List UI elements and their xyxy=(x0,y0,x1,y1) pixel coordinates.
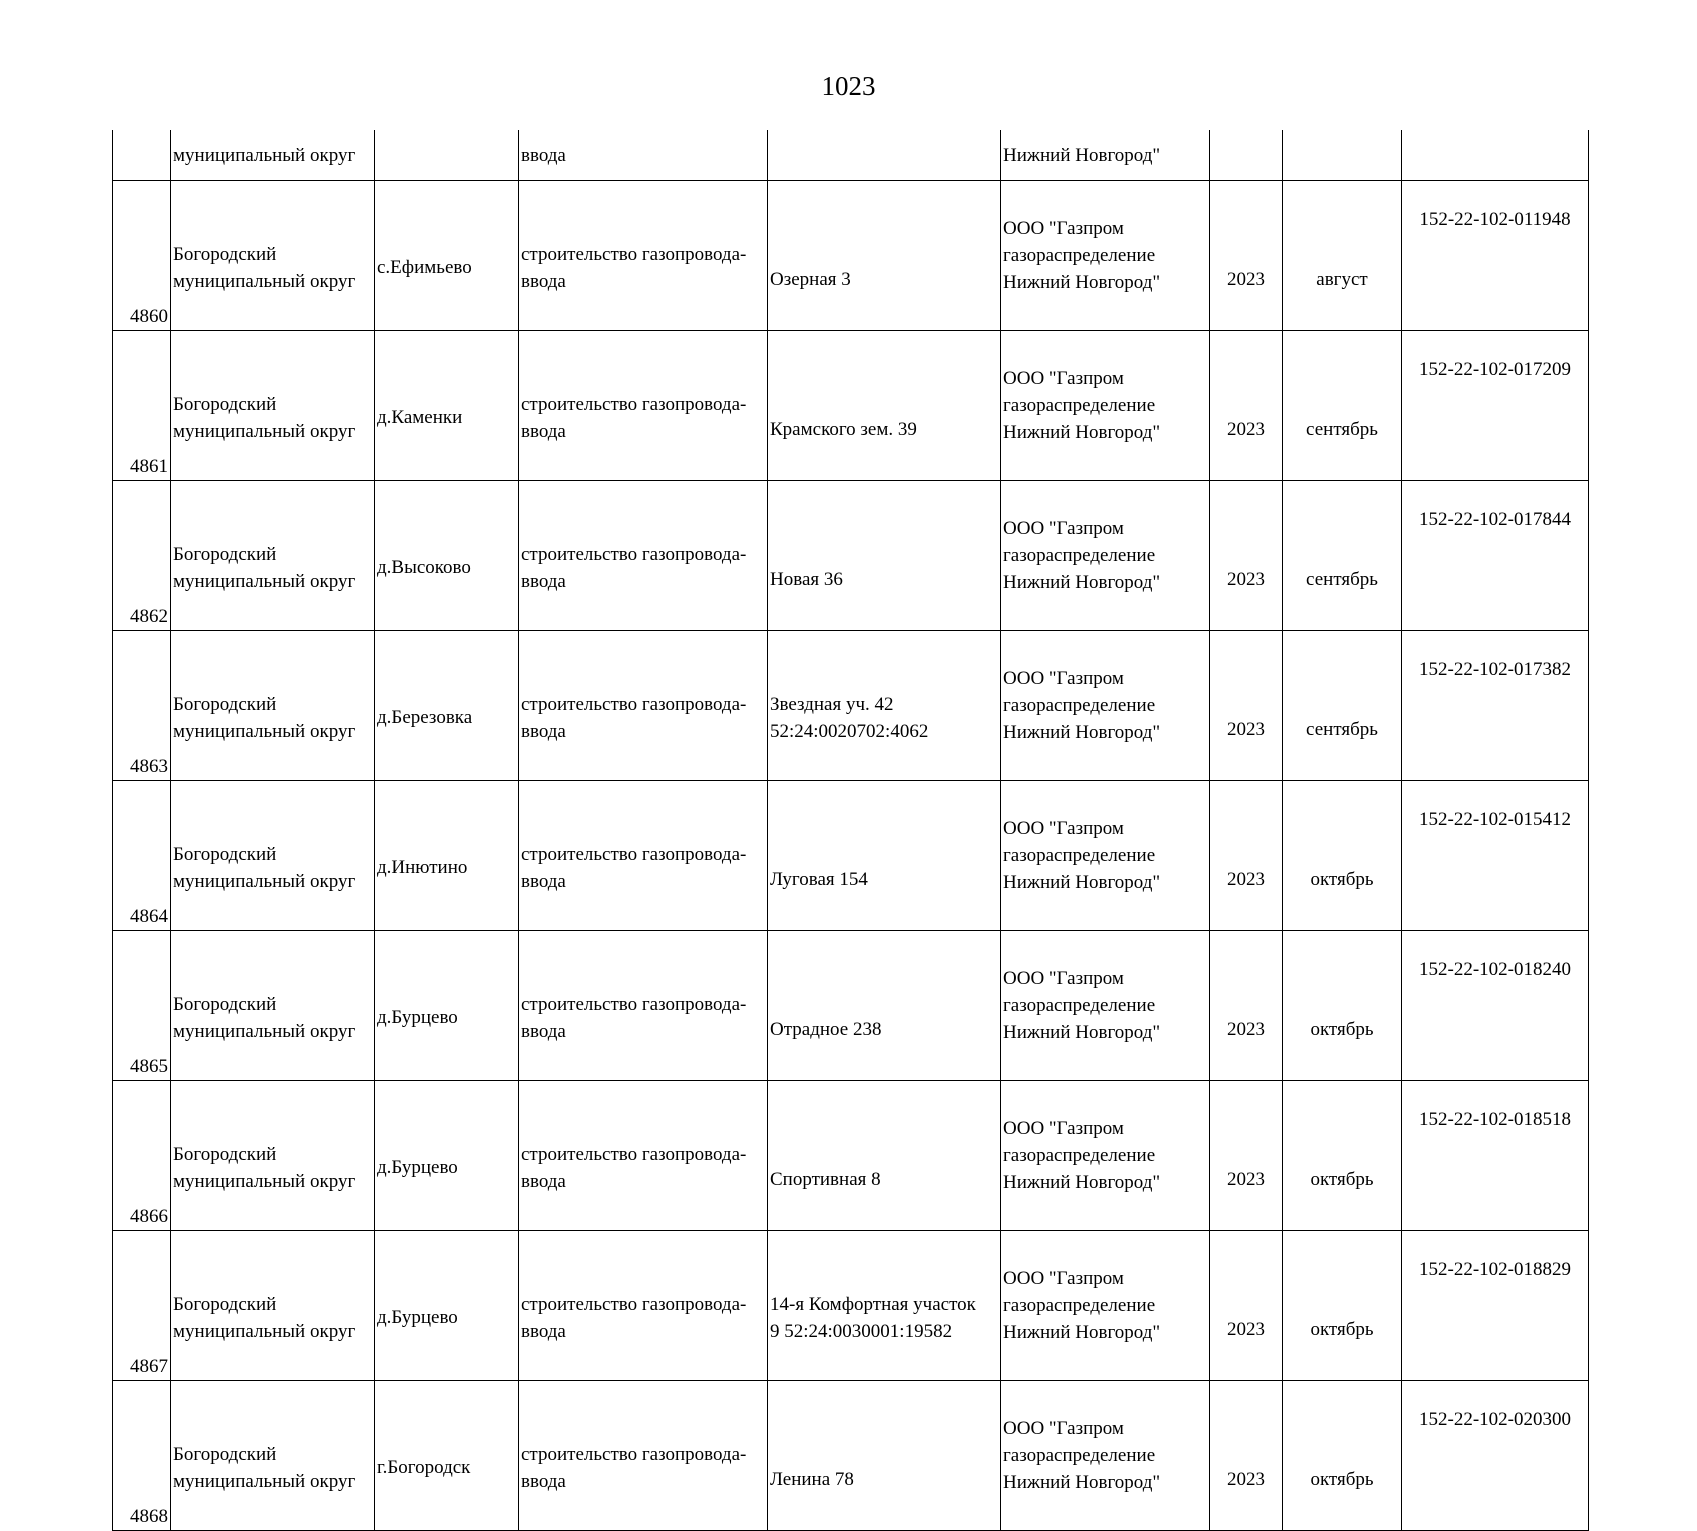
cell-district xyxy=(171,1381,375,1531)
cell-work xyxy=(519,1231,768,1381)
work-line: строительство газопровода- xyxy=(521,393,747,415)
cell-month: октябрь xyxy=(1283,931,1402,1081)
org-line: ООО "Газпром xyxy=(1003,1418,1124,1439)
org-line: Нижний Новгород" xyxy=(1003,1322,1161,1343)
cell-num: 4864 xyxy=(113,781,171,931)
registry-table xyxy=(112,130,1589,1531)
work-line: ввода xyxy=(521,1170,566,1192)
cell-address xyxy=(768,1231,1001,1381)
district-line: Богородский xyxy=(173,843,277,865)
cell-code xyxy=(1402,130,1589,181)
cell-work xyxy=(519,181,768,331)
org-line: ООО "Газпром xyxy=(1003,518,1124,539)
table-row xyxy=(113,181,1589,331)
cell-work xyxy=(519,331,768,481)
org-line: газораспределение xyxy=(1003,545,1156,566)
org-line: Нижний Новгород" xyxy=(1003,722,1161,743)
cell-address xyxy=(768,1381,1001,1531)
cell-work xyxy=(519,1081,768,1231)
cell-month: октябрь xyxy=(1283,1081,1402,1231)
district-line: Богородский xyxy=(173,1443,277,1465)
address-line: Новая 36 xyxy=(770,569,843,590)
cell-village: д.Бурцево xyxy=(375,1231,519,1381)
district-line: муниципальный округ xyxy=(173,1320,356,1342)
cell-address xyxy=(768,481,1001,631)
address-line: Спортивная 8 xyxy=(770,1169,881,1190)
work-line: ввода xyxy=(521,420,566,442)
address-line: Отрадное 238 xyxy=(770,1019,882,1040)
cell-year: 2023 xyxy=(1210,781,1283,931)
cell-village: д.Березовка xyxy=(375,631,519,781)
cell-code: 152-22-102-017209 xyxy=(1402,331,1589,481)
work-line: строительство газопровода- xyxy=(521,993,747,1015)
cell-year: 2023 xyxy=(1210,1231,1283,1381)
cell-district xyxy=(171,781,375,931)
district-line: Богородский xyxy=(173,1143,277,1165)
cell-village: д.Бурцево xyxy=(375,931,519,1081)
cell-village: г.Богородск xyxy=(375,1381,519,1531)
cell-org xyxy=(1001,931,1210,1081)
cell-month: октябрь xyxy=(1283,1381,1402,1531)
continuation-row xyxy=(113,130,1589,181)
cell-district: муниципальный округ xyxy=(171,130,375,181)
cell-year xyxy=(1210,130,1283,181)
table-row xyxy=(113,331,1589,481)
cell-district xyxy=(171,1231,375,1381)
cell-address xyxy=(768,931,1001,1081)
work-line: ввода xyxy=(521,1470,566,1492)
cell-code: 152-22-102-020300 xyxy=(1402,1381,1589,1531)
address-line: Звездная уч. 42 xyxy=(770,693,894,715)
org-line: ООО "Газпром xyxy=(1003,1118,1124,1139)
work-line: строительство газопровода- xyxy=(521,693,747,715)
org-line: ООО "Газпром xyxy=(1003,968,1124,989)
cell-district xyxy=(171,181,375,331)
cell-village: д.Каменки xyxy=(375,331,519,481)
work-line: строительство газопровода- xyxy=(521,1443,747,1465)
org-line: ООО "Газпром xyxy=(1003,1268,1124,1289)
work-line: строительство газопровода- xyxy=(521,1143,747,1165)
table-row xyxy=(113,1081,1589,1231)
cell-year: 2023 xyxy=(1210,181,1283,331)
cell-address xyxy=(768,331,1001,481)
cell-month: октябрь xyxy=(1283,1231,1402,1381)
org-line: газораспределение xyxy=(1003,395,1156,416)
table-row xyxy=(113,631,1589,781)
org-line: ООО "Газпром xyxy=(1003,218,1124,239)
cell-district xyxy=(171,631,375,781)
cell-code: 152-22-102-015412 xyxy=(1402,781,1589,931)
org-line: газораспределение xyxy=(1003,695,1156,716)
org-line: Нижний Новгород" xyxy=(1003,872,1161,893)
cell-district xyxy=(171,331,375,481)
work-line: строительство газопровода- xyxy=(521,1293,747,1315)
work-line: ввода xyxy=(521,870,566,892)
address-line: Луговая 154 xyxy=(770,869,868,890)
org-line: газораспределение xyxy=(1003,995,1156,1016)
district-line: Богородский xyxy=(173,993,277,1015)
cell-year: 2023 xyxy=(1210,481,1283,631)
district-line: Богородский xyxy=(173,393,277,415)
district-line: Богородский xyxy=(173,693,277,715)
cell-code: 152-22-102-017844 xyxy=(1402,481,1589,631)
table-body xyxy=(113,130,1589,1531)
cell-village: с.Ефимьево xyxy=(375,181,519,331)
org-line: Нижний Новгород" xyxy=(1003,1172,1161,1193)
page-number: 1023 xyxy=(821,71,876,101)
cell-org xyxy=(1001,1081,1210,1231)
district-line: муниципальный округ xyxy=(173,1470,356,1492)
cell-code: 152-22-102-018240 xyxy=(1402,931,1589,1081)
cell-num: 4868 xyxy=(113,1381,171,1531)
cell-num: 4863 xyxy=(113,631,171,781)
cell-village: д.Высоково xyxy=(375,481,519,631)
cell-address xyxy=(768,1081,1001,1231)
district-line: муниципальный округ xyxy=(173,270,356,292)
district-line: Богородский xyxy=(173,1293,277,1315)
cell-month: сентябрь xyxy=(1283,331,1402,481)
cell-work xyxy=(519,931,768,1081)
org-line: Нижний Новгород" xyxy=(1003,572,1161,593)
cell-village: д.Бурцево xyxy=(375,1081,519,1231)
cell-month: август xyxy=(1283,181,1402,331)
org-line: Нижний Новгород" xyxy=(1003,1022,1161,1043)
cell-org xyxy=(1001,781,1210,931)
table-row xyxy=(113,1231,1589,1381)
cell-num: 4860 xyxy=(113,181,171,331)
cell-org xyxy=(1001,331,1210,481)
cell-year: 2023 xyxy=(1210,931,1283,1081)
org-line: Нижний Новгород" xyxy=(1003,422,1161,443)
address-line: 52:24:0020702:4062 xyxy=(770,720,929,742)
cell-work: ввода xyxy=(519,130,768,181)
cell-address xyxy=(768,181,1001,331)
cell-village xyxy=(375,130,519,181)
work-line: ввода xyxy=(521,1020,566,1042)
cell-year: 2023 xyxy=(1210,631,1283,781)
cell-num: 4867 xyxy=(113,1231,171,1381)
address-line: Озерная 3 xyxy=(770,269,851,290)
work-line: строительство газопровода- xyxy=(521,843,747,865)
cell-org xyxy=(1001,481,1210,631)
cell-num: 4866 xyxy=(113,1081,171,1231)
district-line: Богородский xyxy=(173,243,277,265)
cell-year: 2023 xyxy=(1210,1381,1283,1531)
work-line: ввода xyxy=(521,720,566,742)
table-row xyxy=(113,481,1589,631)
district-line: муниципальный округ xyxy=(173,1170,356,1192)
org-line: ООО "Газпром xyxy=(1003,668,1124,689)
work-line: строительство газопровода- xyxy=(521,543,747,565)
cell-num xyxy=(113,130,171,181)
district-line: муниципальный округ xyxy=(173,1020,356,1042)
work-line: ввода xyxy=(521,570,566,592)
cell-org: Нижний Новгород" xyxy=(1001,130,1210,181)
district-line: муниципальный округ xyxy=(173,570,356,592)
cell-org xyxy=(1001,1231,1210,1381)
cell-address xyxy=(768,130,1001,181)
cell-district xyxy=(171,931,375,1081)
org-line: Нижний Новгород" xyxy=(1003,272,1161,293)
org-line: Нижний Новгород" xyxy=(1003,1472,1161,1493)
work-line: строительство газопровода- xyxy=(521,243,747,265)
org-line: ООО "Газпром xyxy=(1003,368,1124,389)
cell-work xyxy=(519,481,768,631)
cell-address xyxy=(768,781,1001,931)
district-line: муниципальный округ xyxy=(173,720,356,742)
cell-month: октябрь xyxy=(1283,781,1402,931)
cell-num: 4862 xyxy=(113,481,171,631)
org-line: газораспределение xyxy=(1003,245,1156,266)
cell-num: 4861 xyxy=(113,331,171,481)
work-line: ввода xyxy=(521,270,566,292)
cell-work xyxy=(519,1381,768,1531)
cell-year: 2023 xyxy=(1210,1081,1283,1231)
cell-num: 4865 xyxy=(113,931,171,1081)
cell-org xyxy=(1001,181,1210,331)
address-line: Крамского зем. 39 xyxy=(770,419,917,440)
org-line: газораспределение xyxy=(1003,1295,1156,1316)
address-line: 9 52:24:0030001:19582 xyxy=(770,1320,953,1342)
cell-district xyxy=(171,1081,375,1231)
cell-code: 152-22-102-018518 xyxy=(1402,1081,1589,1231)
cell-org xyxy=(1001,631,1210,781)
address-line: 14-я Комфортная участок xyxy=(770,1293,976,1315)
org-line: газораспределение xyxy=(1003,1145,1156,1166)
org-line: газораспределение xyxy=(1003,845,1156,866)
cell-code: 152-22-102-017382 xyxy=(1402,631,1589,781)
cell-address xyxy=(768,631,1001,781)
table-row xyxy=(113,1381,1589,1531)
district-line: муниципальный округ xyxy=(173,420,356,442)
cell-village: д.Инютино xyxy=(375,781,519,931)
cell-org xyxy=(1001,1381,1210,1531)
cell-month: сентябрь xyxy=(1283,481,1402,631)
table-row xyxy=(113,931,1589,1081)
district-line: Богородский xyxy=(173,543,277,565)
cell-year: 2023 xyxy=(1210,331,1283,481)
table-row xyxy=(113,781,1589,931)
district-line: муниципальный округ xyxy=(173,870,356,892)
cell-month xyxy=(1283,130,1402,181)
cell-code: 152-22-102-018829 xyxy=(1402,1231,1589,1381)
org-line: газораспределение xyxy=(1003,1445,1156,1466)
cell-work xyxy=(519,781,768,931)
address-line: Ленина 78 xyxy=(770,1469,854,1490)
cell-code: 152-22-102-011948 xyxy=(1402,181,1589,331)
cell-work xyxy=(519,631,768,781)
cell-district xyxy=(171,481,375,631)
org-line: ООО "Газпром xyxy=(1003,818,1124,839)
cell-month: сентябрь xyxy=(1283,631,1402,781)
work-line: ввода xyxy=(521,1320,566,1342)
